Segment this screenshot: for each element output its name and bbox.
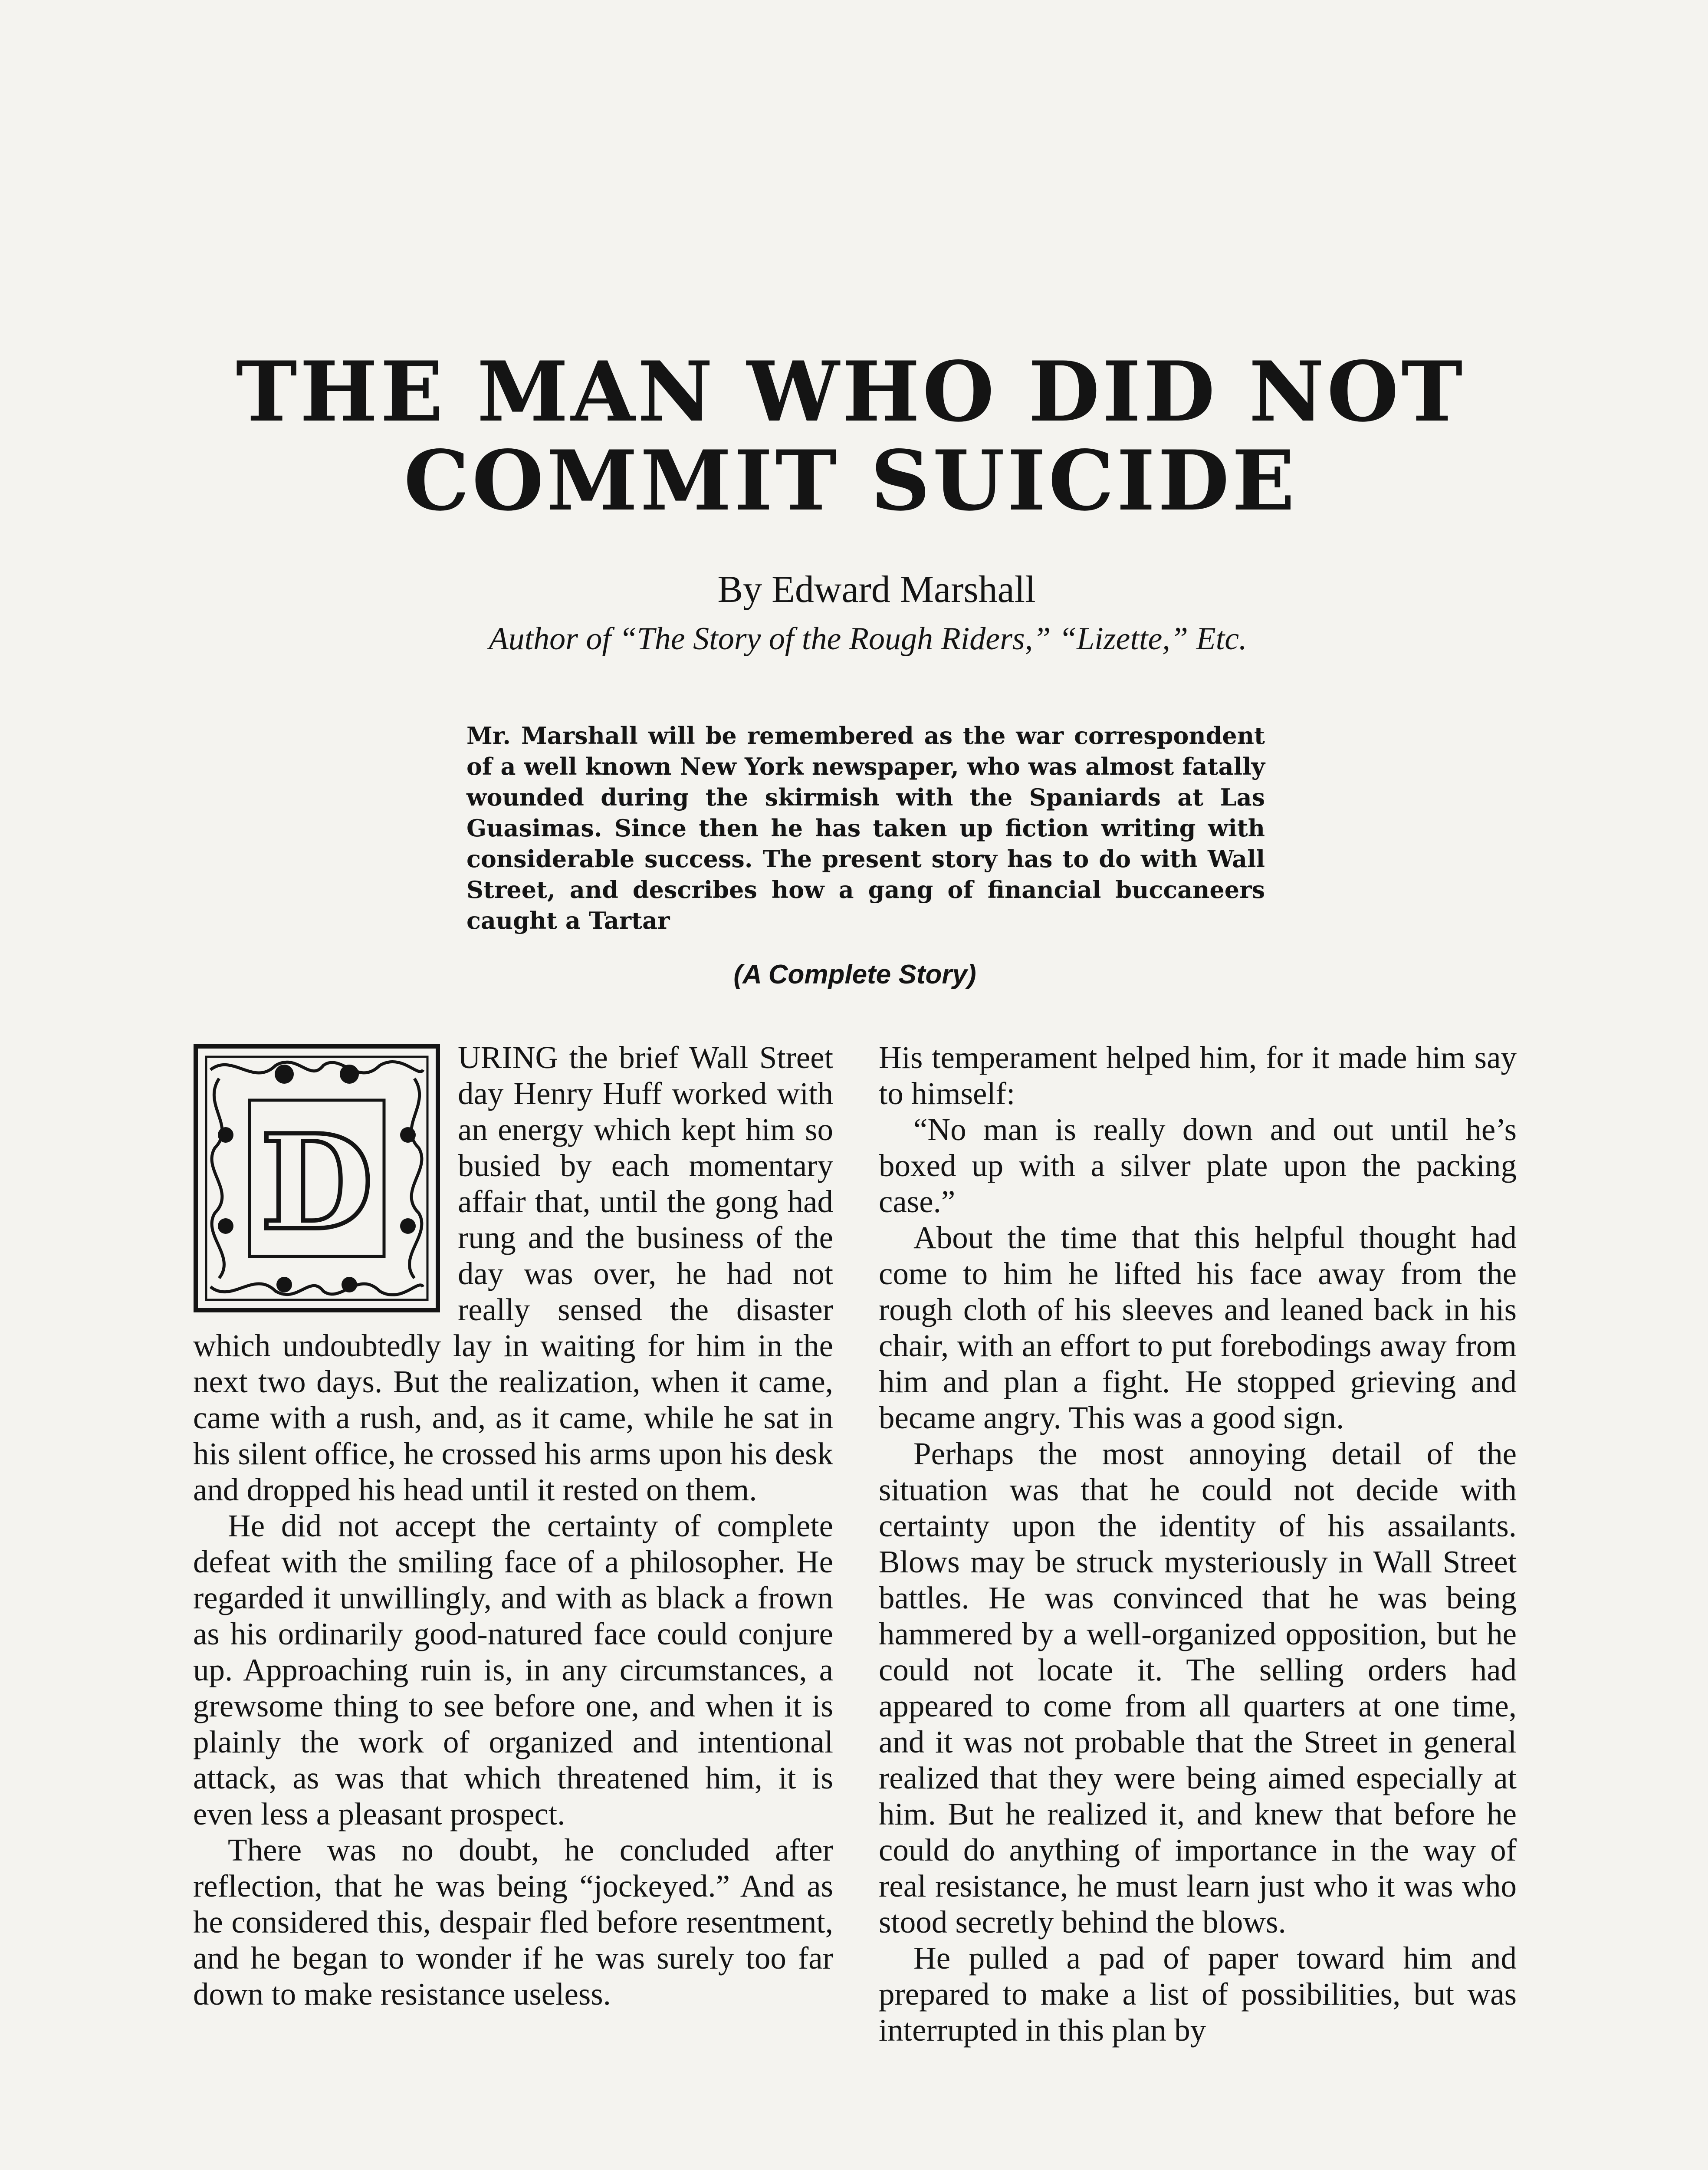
byline: By Edward Marshall <box>717 569 1036 611</box>
intro-blurb: Mr. Marshall will be remembered as the war correspondent of a well known New York newspaper, who was almost fatally wounded during the skirmish with the Spaniards at Las Guasimas. Since then he has taken up fiction writing with considerable success. The present story has to do with Wall Street, and describes how a gang of financial buccaneers caught a Tartar <box>466 722 1265 934</box>
author-credits: Author of “The Story of the Rough Riders,” “Lizette,” Etc. <box>489 621 1247 657</box>
body-paragraph: He pulled a pad of paper toward him and prepared to make a list of possibilities, but was interrupted in this plan by <box>879 1940 1517 2048</box>
article-title <box>208 343 1493 529</box>
body-paragraph: Perhaps the most annoying detail of the situation was that he could not decide with certainty upon the identity of his assailants. Blows may be struck mysteriously in Wall Street battles. He was convinced that he was being hammered by a well-organized opposition, but he could not locate it. The selling orders had appeared to come from all quarters at one time, and it was not probable that the Street in general realized that they were being aimed especially at him. But he realized it, and knew that before he could do anything of importance in the way of real resistance, he must learn just who it was who stood secretly behind the blows. <box>879 1436 1517 1940</box>
body-paragraph: There was no doubt, he concluded after reflection, that he was being “jockeyed.” And as he considered this, despair fled before resentment, and he began to wonder if he was surely too far down to make resistance useless. <box>193 1832 833 2012</box>
body-paragraph: About the time that this helpful thought had come to him he lifted his face away from the rough cloth of his sleeves and leaned back in his chair, with an effort to put forebodings away from him and plan a fight. He stopped grieving and became angry. This was a good sign. <box>879 1220 1517 1435</box>
body-paragraph: His temperament helped him, for it made him say to himself: <box>879 1040 1517 1111</box>
drop-cap-ornament <box>193 1044 440 1313</box>
first-paragraph: URING the brief Wall Street day Henry Huff worked with an energy which kept him so busied by each momentary affair that, until the gong had rung and the business of the day was over, he had not really sensed the disaster which undoubtedly lay in waiting for him in the next two days. But the realization, when it came, came with a rush, and, as it came, while he sat in his silent office, he crossed his arms upon his desk and dropped his head until it rested on them. <box>193 1040 833 1507</box>
drop-cap-letter: D <box>260 1106 374 1259</box>
left-column <box>193 1039 833 2012</box>
right-column <box>879 1039 1517 2048</box>
body-paragraph: “No man is really down and out until he’s boxed up with a silver plate upon the packing case.” <box>879 1112 1517 1219</box>
body-paragraph: He did not accept the certainty of complete defeat with the smiling face of a philosopher. He regarded it unwillingly, and with as black a frown as his ordinarily good-natured face could conjure up. Approaching ruin is, in any circumstances, a grewsome thing to see before one, and when it is plainly the work of organized and intentional attack, as was that which threatened him, it is even less a pleasant prospect. <box>193 1508 833 1831</box>
title-line-2: COMMIT SUICIDE <box>404 432 1297 529</box>
complete-story-label: (A Complete Story) <box>733 960 976 990</box>
title-line-1: THE MAN WHO DID NOT <box>236 343 1465 440</box>
